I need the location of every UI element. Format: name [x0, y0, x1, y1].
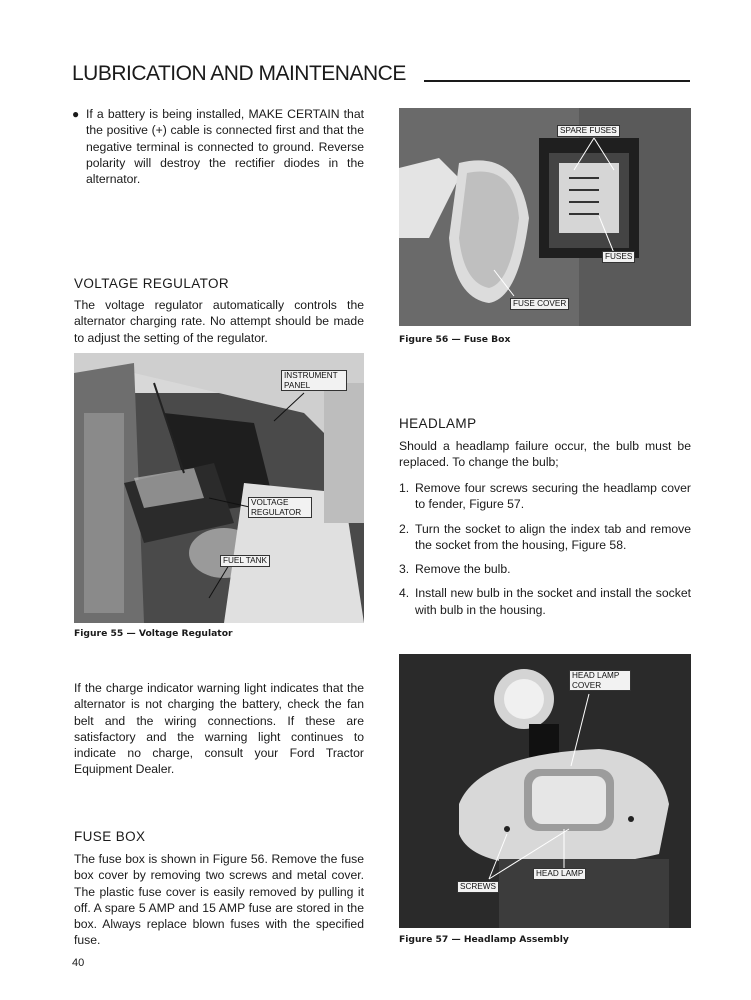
bullet-icon: ● [72, 107, 80, 121]
title-rule [424, 80, 690, 82]
screws-label: SCREWS [457, 881, 499, 893]
fuses-label: FUSES [602, 251, 635, 263]
step-3: 3. Remove the bulb. [399, 562, 511, 577]
figure-57-photo [399, 654, 691, 928]
page-number: 40 [72, 957, 85, 969]
figure-56-photo [399, 108, 691, 326]
battery-bullet [72, 106, 364, 187]
fuse-cover-label: FUSE COVER [510, 298, 569, 310]
figure-55-caption: Figure 55 — Voltage Regulator [74, 628, 233, 639]
voltage-regulator-heading: VOLTAGE REGULATOR [74, 276, 230, 291]
voltage-regulator-label: VOLTAGE REGULATOR [248, 497, 312, 518]
headlamp-heading: HEADLAMP [399, 416, 477, 431]
step-2: 2. Turn the socket to align the index tab and remove the socket from the housing, Figure 58. [399, 521, 691, 552]
headlamp-steps [399, 480, 691, 626]
page-title: LUBRICATION AND MAINTENANCE [72, 62, 406, 85]
voltage-regulator-text: The voltage regulator automatically controls the alternator charging rate. No attempt should be made to adjust the setting of the regulator. [74, 298, 364, 345]
figure-55-photo [74, 353, 364, 623]
headlamp-text: Should a headlamp failure occur, the bulb must be replaced. To change the bulb; [399, 439, 691, 470]
instrument-panel-label: INSTRUMENT PANEL [281, 370, 347, 391]
spare-fuses-label: SPARE FUSES [557, 125, 620, 137]
step-4: 4. Install new bulb in the socket and install the socket with bulb in the housing. [399, 586, 691, 617]
battery-bullet-text: If a battery is being installed, MAKE CERTAIN that the positive (+) cable is connected first and that the negative terminal is connected to ground. Reverse polarity will destroy the rectifier diodes in the alternator. [86, 107, 364, 187]
fuse-box-text: The fuse box is shown in Figure 56. Remove the fuse box cover by removing two screws and metal cover. The plastic fuse cover is easily removed by pulling it off. A spare 5 AMP and 15 AMP fuse are stored in the box. Always replace blown fuses with the specified fuse. [74, 852, 364, 948]
figure-57-caption: Figure 57 — Headlamp Assembly [399, 934, 569, 945]
head-lamp-cover-label: HEAD LAMP COVER [569, 670, 631, 691]
fuse-box-heading: FUSE BOX [74, 829, 146, 844]
head-lamp-label: HEAD LAMP [533, 868, 586, 880]
charge-indicator-text: If the charge indicator warning light indicates that the alternator is not charging the battery, check the fan belt and the wiring connections. If these are satisfactory and the warning light continues to indicate no charge, consult your Ford Tractor Equipment Dealer. [74, 681, 364, 777]
fuel-tank-label: FUEL TANK [220, 555, 270, 567]
figure-56-caption: Figure 56 — Fuse Box [399, 334, 511, 345]
step-1: 1. Remove four screws securing the headlamp cover to fender, Figure 57. [399, 481, 691, 512]
